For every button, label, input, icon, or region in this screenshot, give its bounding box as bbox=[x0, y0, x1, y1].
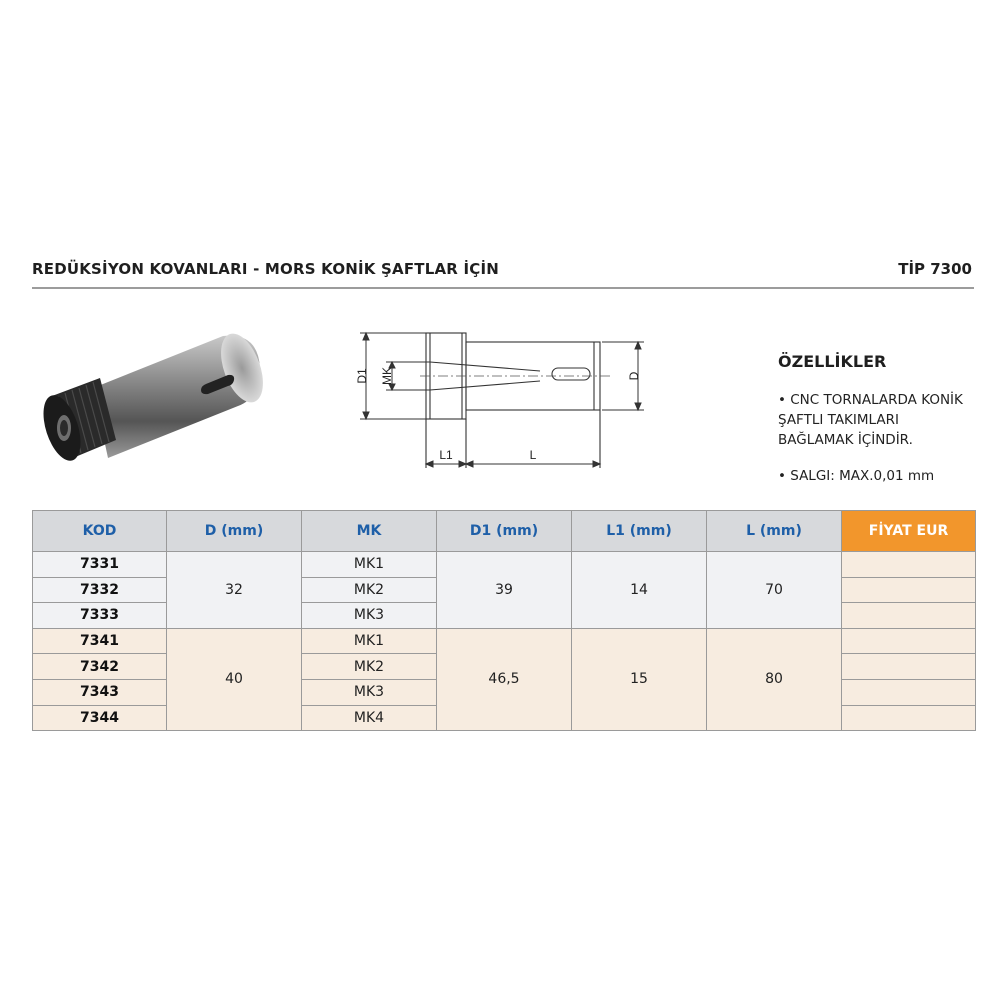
price-cell bbox=[842, 577, 976, 603]
label-mk: MK bbox=[380, 367, 394, 385]
l1-cell: 14 bbox=[572, 552, 707, 629]
l-cell: 80 bbox=[707, 628, 842, 730]
kod-cell: 7333 bbox=[33, 603, 167, 629]
label-l: L bbox=[529, 448, 537, 462]
mk-cell: MK1 bbox=[302, 628, 437, 654]
features-list bbox=[778, 390, 978, 502]
price-cell bbox=[842, 679, 976, 705]
label-l1: L1 bbox=[439, 448, 453, 462]
kod-cell: 7332 bbox=[33, 577, 167, 603]
d-cell: 40 bbox=[167, 628, 302, 730]
table-row bbox=[33, 628, 976, 654]
kod-cell: 7344 bbox=[33, 705, 167, 731]
table-header-row bbox=[33, 511, 976, 552]
l1-cell: 15 bbox=[572, 628, 707, 730]
price-cell bbox=[842, 654, 976, 680]
price-cell bbox=[842, 705, 976, 731]
kod-cell: 7341 bbox=[33, 628, 167, 654]
label-d1: D1 bbox=[355, 368, 369, 384]
spec-table bbox=[32, 510, 976, 731]
header-fiyat: FİYAT EUR bbox=[842, 511, 976, 552]
header-d: D (mm) bbox=[167, 511, 302, 552]
kod-cell: 7331 bbox=[33, 552, 167, 578]
features-title: ÖZELLİKLER bbox=[778, 352, 887, 371]
table-row bbox=[33, 552, 976, 578]
price-cell bbox=[842, 628, 976, 654]
mk-cell: MK2 bbox=[302, 654, 437, 680]
product-photo bbox=[38, 318, 268, 468]
kod-cell: 7342 bbox=[33, 654, 167, 680]
feature-item: • CNC TORNALARDA KONİK ŞAFTLI TAKIMLARI BAĞLAMAK İÇİNDİR. bbox=[778, 392, 963, 448]
header-kod: KOD bbox=[33, 511, 167, 552]
header-l: L (mm) bbox=[707, 511, 842, 552]
price-cell bbox=[842, 552, 976, 578]
mk-cell: MK1 bbox=[302, 552, 437, 578]
mk-cell: MK4 bbox=[302, 705, 437, 731]
technical-drawing bbox=[340, 318, 660, 478]
d1-cell: 46,5 bbox=[437, 628, 572, 730]
mk-cell: MK3 bbox=[302, 603, 437, 629]
header-mk: MK bbox=[302, 511, 437, 552]
type-label: TİP 7300 bbox=[898, 260, 972, 278]
header-l1: L1 (mm) bbox=[572, 511, 707, 552]
d1-cell: 39 bbox=[437, 552, 572, 629]
label-d: D bbox=[627, 371, 641, 381]
mk-cell: MK2 bbox=[302, 577, 437, 603]
price-cell bbox=[842, 603, 976, 629]
d-cell: 32 bbox=[167, 552, 302, 629]
page-title: REDÜKSİYON KOVANLARI - MORS KONİK ŞAFTLAR İÇİN bbox=[32, 260, 500, 278]
kod-cell: 7343 bbox=[33, 679, 167, 705]
header-d1: D1 (mm) bbox=[437, 511, 572, 552]
feature-item: • SALGI: MAX.0,01 mm bbox=[778, 468, 935, 484]
mk-cell: MK3 bbox=[302, 679, 437, 705]
header-divider bbox=[32, 287, 974, 289]
l-cell: 70 bbox=[707, 552, 842, 629]
